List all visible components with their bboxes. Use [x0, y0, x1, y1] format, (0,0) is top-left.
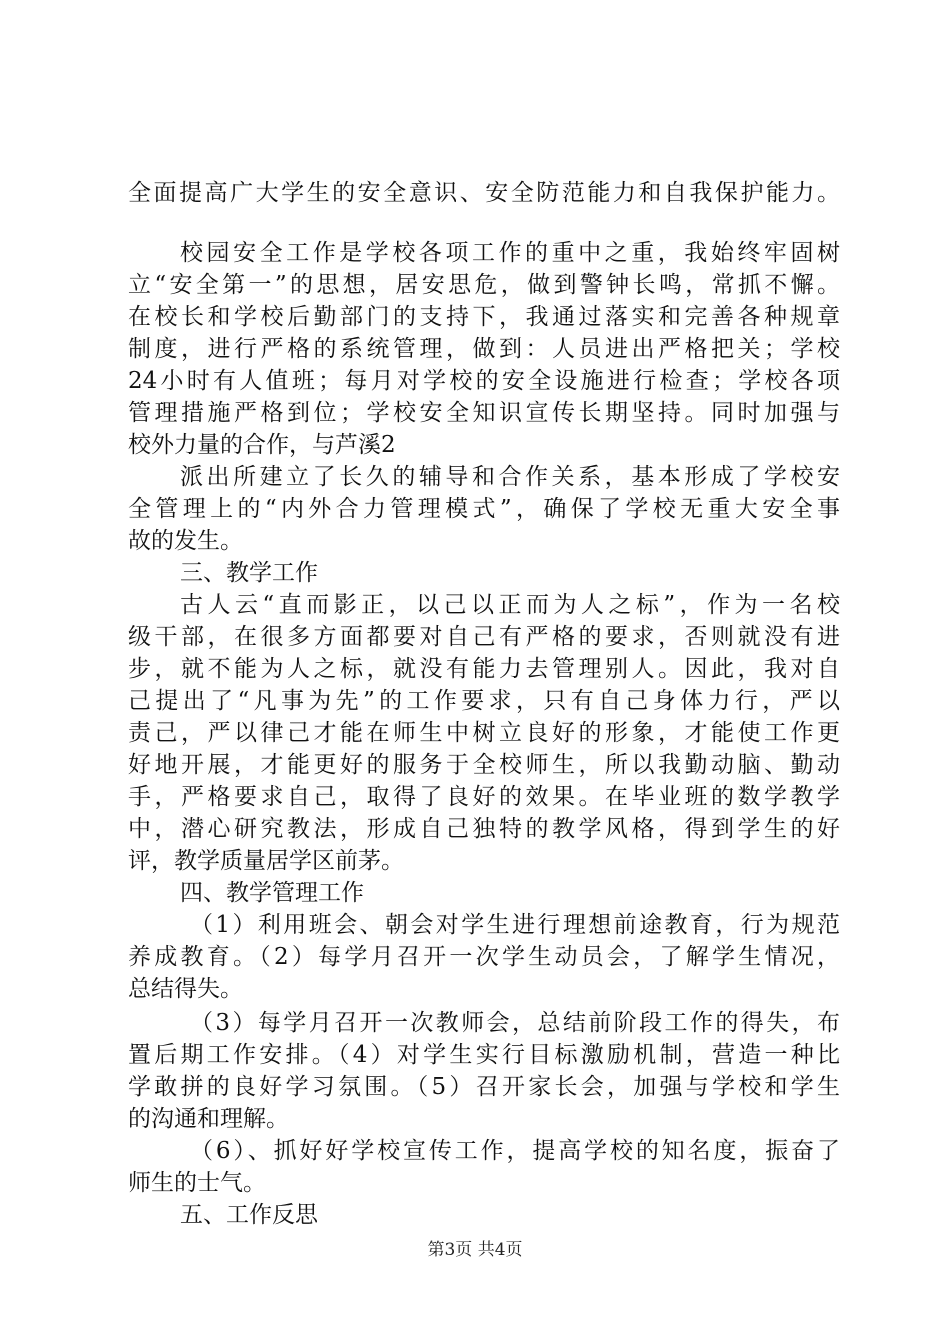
- body-line: 管理措施严格到位；学校安全知识宣传长期坚持。同时加强与: [128, 400, 840, 426]
- body-line: 校园安全工作是学校各项工作的重中之重，我始终牢固树: [180, 240, 840, 266]
- body-line: 在校长和学校后勤部门的支持下，我通过落实和完善各种规章: [128, 304, 840, 330]
- body-line: 故的发生。: [128, 528, 243, 554]
- body-line: 的沟通和理解。: [128, 1106, 289, 1132]
- body-line: 立“安全第一”的思想，居安思危，做到警钟长鸣，常抓不懈。: [128, 272, 840, 298]
- section-heading: 五、工作反思: [180, 1202, 318, 1228]
- body-line: 手，严格要求自己，取得了良好的效果。在毕业班的数学教学: [128, 784, 840, 810]
- body-line: 好地开展，才能更好的服务于全校师生，所以我勤动脑、勤动: [128, 752, 840, 778]
- body-line: 派出所建立了长久的辅导和合作关系，基本形成了学校安: [180, 464, 840, 490]
- body-line: 制度，进行严格的系统管理，做到：人员进出严格把关；学校: [128, 336, 840, 362]
- body-line: 评，教学质量居学区前茅。: [128, 848, 404, 874]
- body-line: 全面提高广大学生的安全意识、安全防范能力和自我保护能力。: [128, 180, 840, 206]
- body-line: 责己，严以律己才能在师生中树立良好的形象，才能使工作更: [128, 720, 840, 746]
- body-line: （3）每学月召开一次教师会，总结前阶段工作的得失，布: [190, 1010, 840, 1036]
- body-line: 24小时有人值班；每月对学校的安全设施进行检查；学校各项: [128, 368, 840, 394]
- body-line: 中，潜心研究教法，形成自己独特的教学风格，得到学生的好: [128, 816, 840, 842]
- body-line: （6）、抓好好学校宣传工作，提高学校的知名度，振奋了: [190, 1138, 840, 1164]
- body-line: 学敢拼的良好学习氛围。（5）召开家长会，加强与学校和学生: [128, 1074, 840, 1100]
- body-line: 级干部，在很多方面都要对自己有严格的要求，否则就没有进: [128, 624, 840, 650]
- page-number-footer: 第3页 共4页: [427, 1240, 523, 1260]
- body-line: 全管理上的“内外合力管理模式”，确保了学校无重大安全事: [128, 496, 840, 522]
- body-line: 己提出了“凡事为先”的工作要求，只有自己身体力行，严以: [128, 688, 840, 714]
- body-line: （1）利用班会、朝会对学生进行理想前途教育，行为规范: [190, 912, 840, 938]
- body-line: 置后期工作安排。（4）对学生实行目标激励机制，营造一种比: [128, 1042, 840, 1068]
- body-line: 师生的士气。: [128, 1170, 266, 1196]
- section-heading: 三、教学工作: [180, 560, 318, 586]
- section-heading: 四、教学管理工作: [180, 880, 364, 906]
- body-line: 校外力量的合作，与芦溪2: [128, 432, 396, 458]
- body-line: 步，就不能为人之标，就没有能力去管理别人。因此，我对自: [128, 656, 840, 682]
- body-line: 古人云“直而影正，以己以正而为人之标”，作为一名校: [180, 592, 840, 618]
- body-line: 养成教育。（2）每学月召开一次学生动员会，了解学生情况，: [128, 944, 840, 970]
- body-line: 总结得失。: [128, 976, 243, 1002]
